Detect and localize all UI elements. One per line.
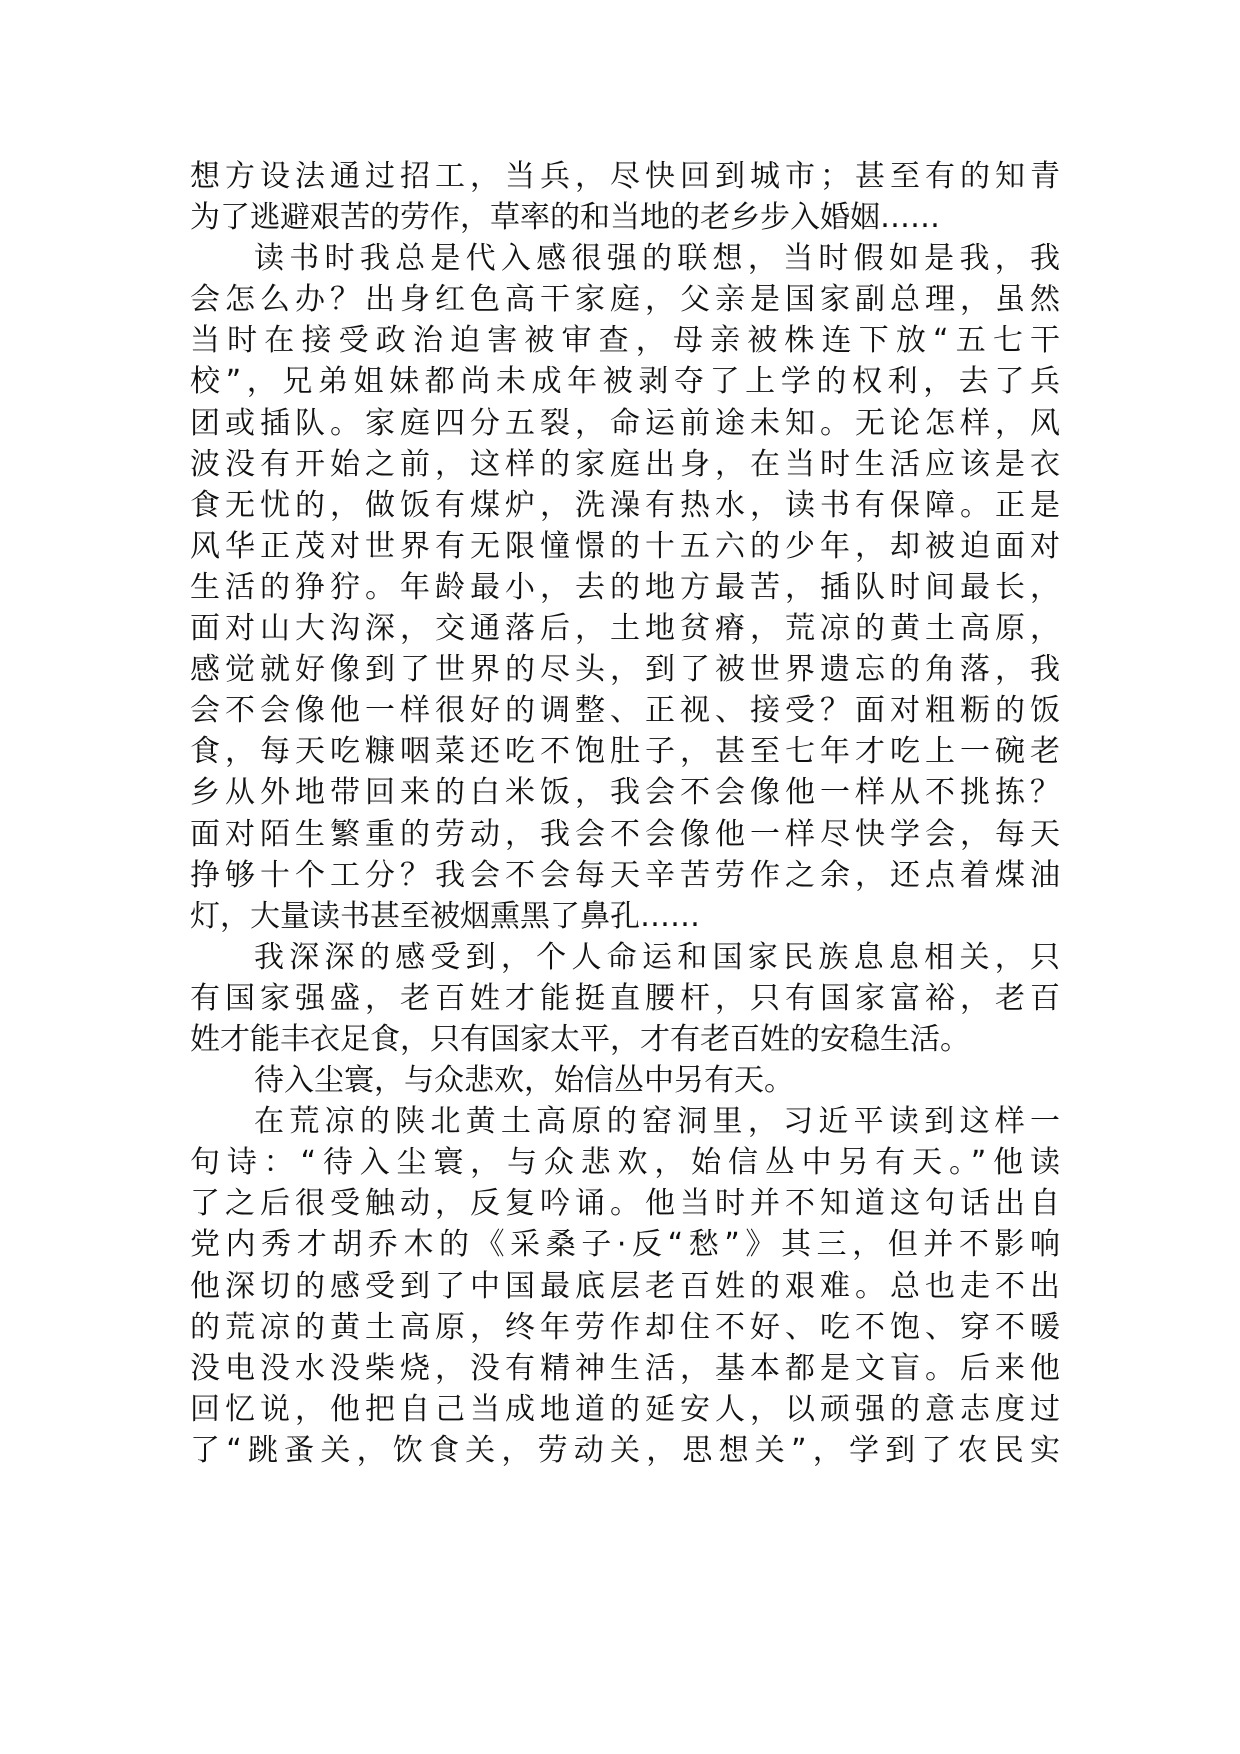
text-line: 食，每天吃糠咽菜还吃不饱肚子，甚至七年才吃上一碗老 [190, 734, 1060, 770]
text-line: 生活的狰狞。年龄最小，去的地方最苦，插队时间最长， [190, 569, 1060, 605]
text-line: 有国家强盛，老百姓才能挺直腰杆，只有国家富裕，老百 [190, 980, 1060, 1016]
text-line: 面对山大沟深，交通落后，土地贫瘠，荒凉的黄土高原， [190, 611, 1060, 647]
text-line: 食无忧的，做饭有煤炉，洗澡有热水，读书有保障。正是 [190, 487, 1060, 523]
text-line: 了“跳蚤关，饮食关，劳动关，思想关”，学到了农民实 [190, 1432, 1060, 1468]
text-line: 姓才能丰衣足食，只有国家太平，才有老百姓的安稳生活。 [190, 1021, 970, 1057]
text-line: 句诗：“待入尘寰，与众悲欢，始信丛中另有天。”他读 [190, 1145, 1060, 1181]
text-line: 他深切的感受到了中国最底层老百姓的艰难。总也走不出 [190, 1268, 1060, 1304]
text-line: 在荒凉的陕北黄土高原的窑洞里，习近平读到这样一 [254, 1104, 1060, 1140]
text-line: 校”，兄弟姐妹都尚未成年被剥夺了上学的权利，去了兵 [190, 364, 1060, 400]
text-line: 回忆说，他把自己当成地道的延安人，以顽强的意志度过 [190, 1391, 1060, 1427]
text-line: 党内秀才胡乔木的《采桑子·反“愁”》其三，但并不影响 [190, 1227, 1060, 1263]
text-line: 会怎么办？出身红色高干家庭，父亲是国家副总理，虽然 [190, 282, 1060, 318]
text-line: 波没有开始之前，这样的家庭出身，在当时生活应该是衣 [190, 446, 1060, 482]
text-line: 了之后很受触动，反复吟诵。他当时并不知道这句话出自 [190, 1186, 1060, 1222]
text-line: 的荒凉的黄土高原，终年劳作却住不好、吃不饱、穿不暖 [190, 1309, 1060, 1345]
text-line: 灯，大量读书甚至被烟熏黑了鼻孔…… [190, 898, 700, 934]
text-line: 为了逃避艰苦的劳作，草率的和当地的老乡步入婚姻…… [190, 200, 940, 236]
text-line: 感觉就好像到了世界的尽头，到了被世界遗忘的角落，我 [190, 652, 1060, 688]
text-line: 面对陌生繁重的劳动，我会不会像他一样尽快学会，每天 [190, 816, 1060, 852]
text-line: 团或插队。家庭四分五裂，命运前途未知。无论怎样，风 [190, 405, 1060, 441]
text-line: 读书时我总是代入感很强的联想，当时假如是我，我 [254, 241, 1060, 277]
text-line: 会不会像他一样很好的调整、正视、接受？面对粗粝的饭 [190, 693, 1060, 729]
text-line: 风华正茂对世界有无限憧憬的十五六的少年，却被迫面对 [190, 528, 1060, 564]
text-line: 当时在接受政治迫害被审查，母亲被株连下放“五七干 [190, 323, 1060, 359]
text-line: 想方设法通过招工，当兵，尽快回到城市；甚至有的知青 [190, 159, 1060, 194]
text-line: 挣够十个工分？我会不会每天辛苦劳作之余，还点着煤油 [190, 857, 1060, 893]
text-line: 待入尘寰，与众悲欢，始信丛中另有天。 [254, 1063, 794, 1099]
text-line: 我深深的感受到，个人命运和国家民族息息相关，只 [254, 939, 1060, 975]
text-line: 乡从外地带回来的白米饭，我会不会像他一样从不挑拣？ [190, 775, 1060, 811]
body-text [190, 156, 1060, 1471]
text-line: 没电没水没柴烧，没有精神生活，基本都是文盲。后来他 [190, 1350, 1060, 1386]
